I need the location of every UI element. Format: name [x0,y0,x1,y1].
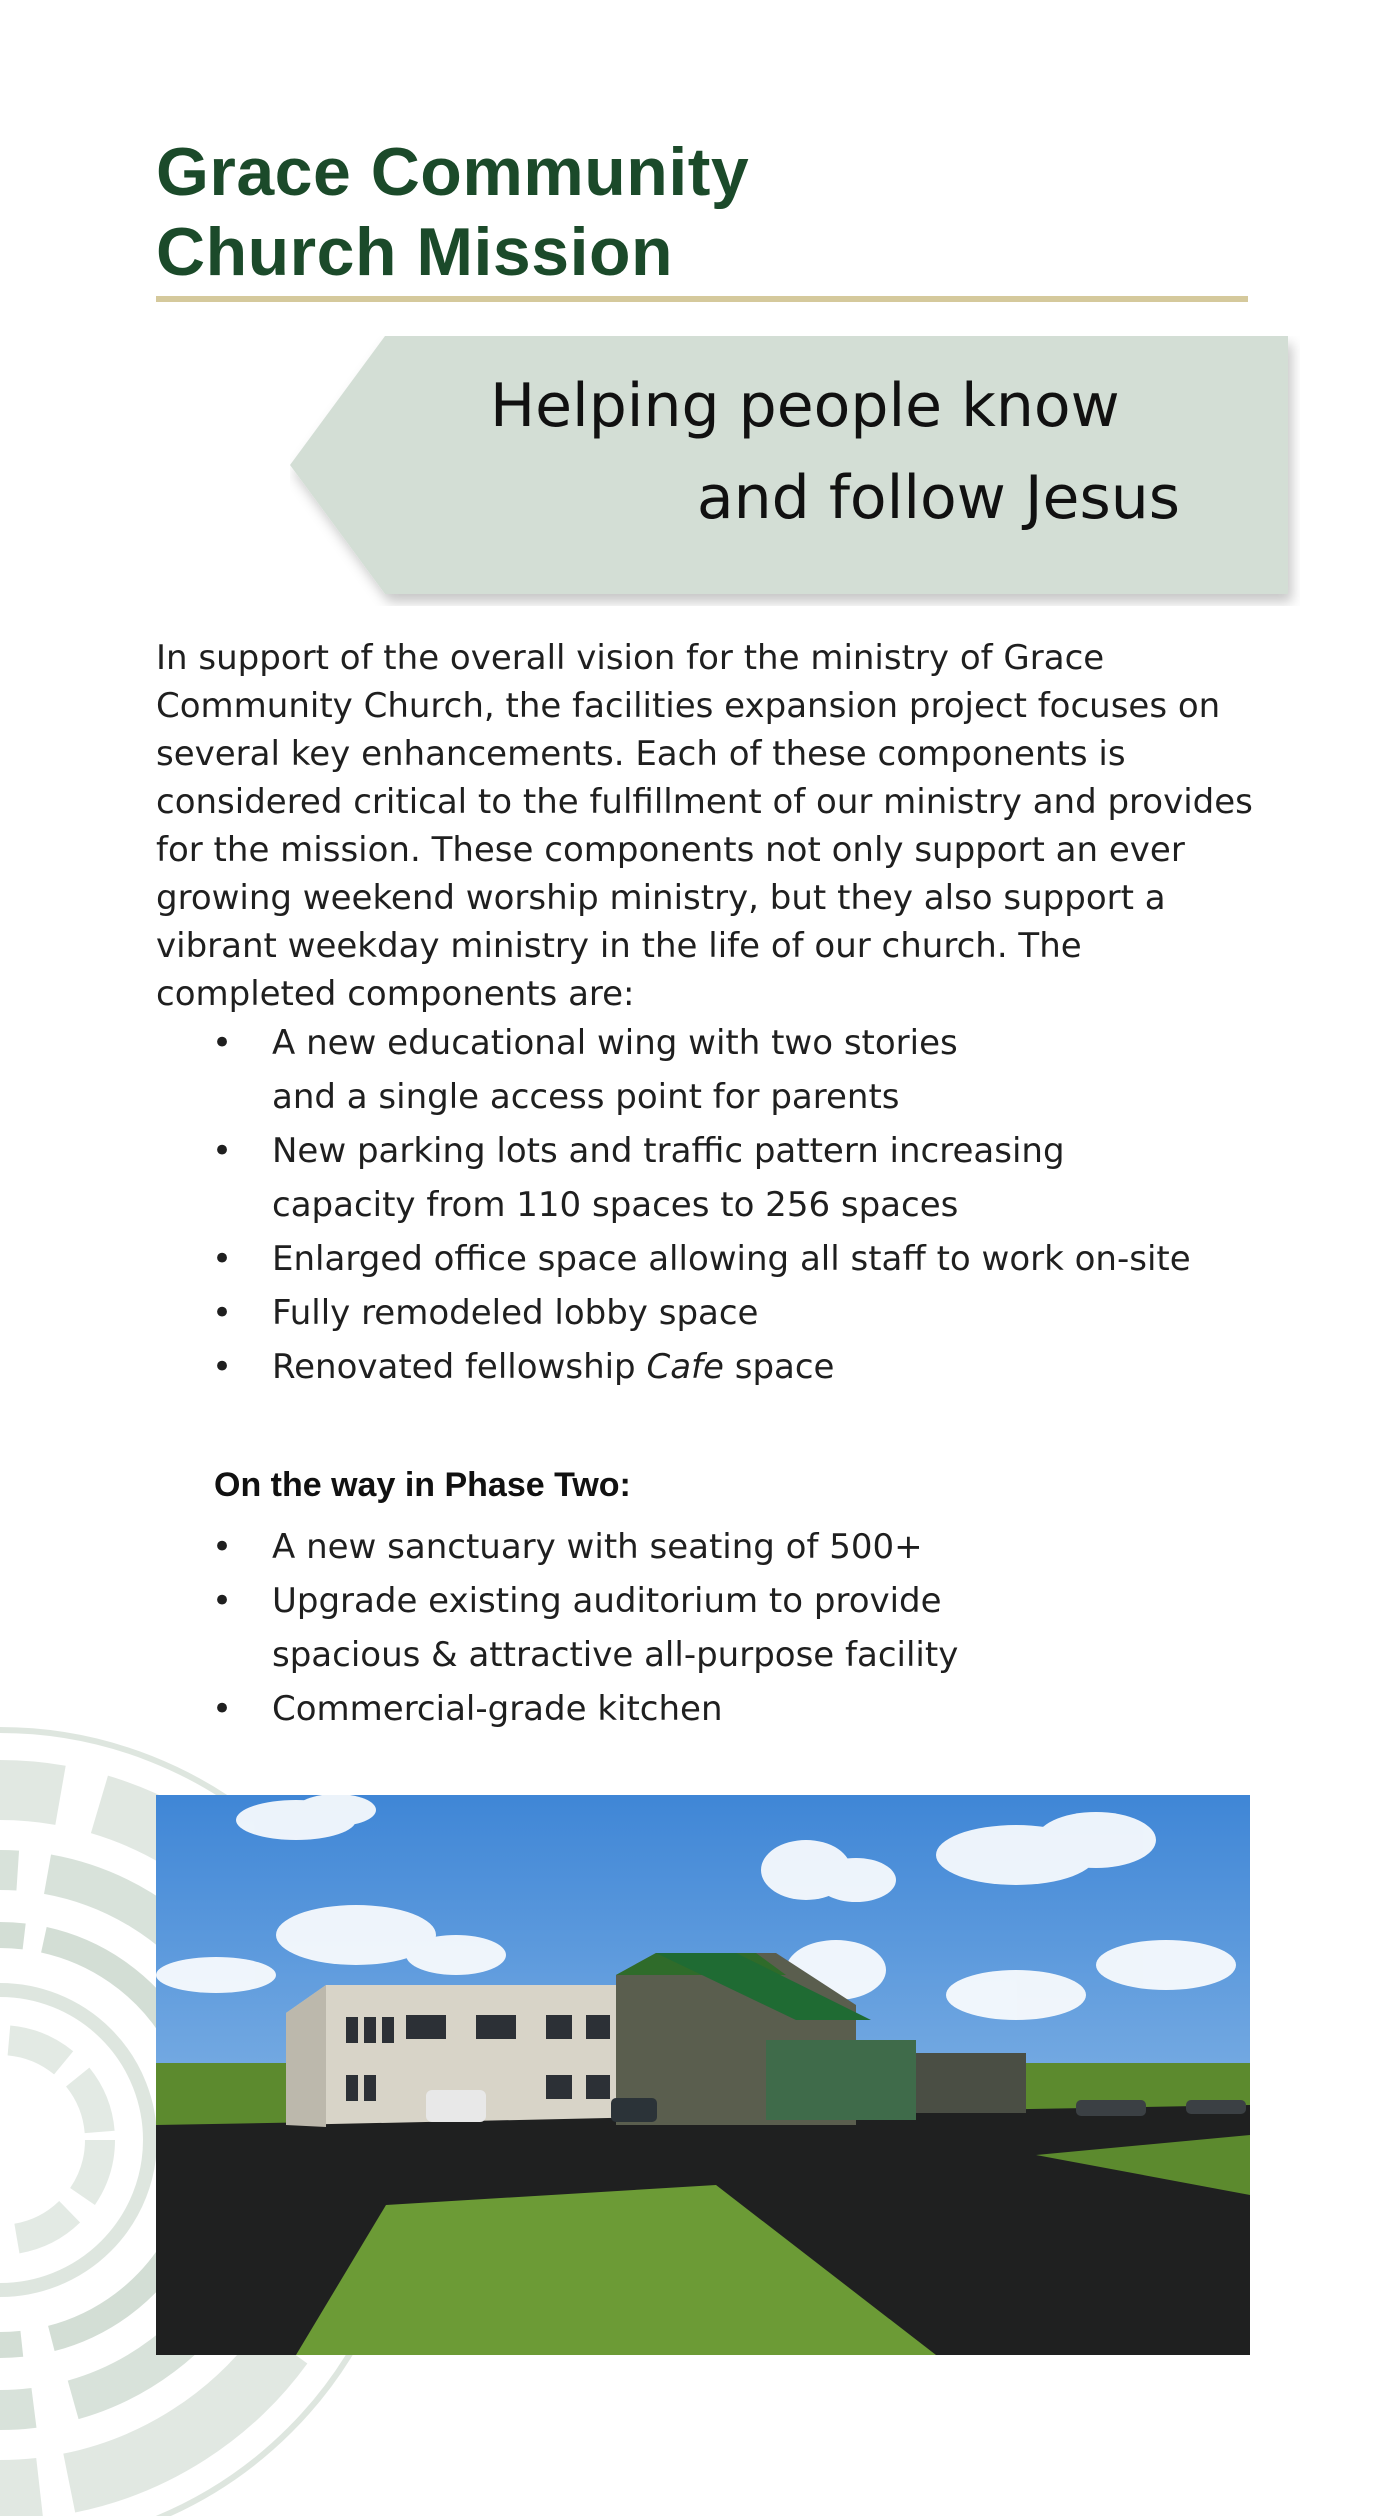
list-item: • Commercial-grade kitchen [212,1682,1262,1736]
mission-tagline [480,360,1200,544]
bullet-icon: • [212,1239,233,1279]
completed-components-list [212,1016,1262,1394]
page-title [156,132,749,292]
cafe-emphasis: Cafe [646,1347,724,1387]
bullet-icon: • [212,1689,233,1729]
list-item: • Upgrade existing auditorium to provide spacious & attractive all-purpose facility [212,1574,1262,1682]
bullet-icon: • [212,1023,233,1063]
bullet-icon: • [212,1581,233,1621]
phase-two-heading: On the way in Phase Two: [214,1466,631,1504]
bullet-icon: • [212,1131,233,1171]
tagline-line-2: and follow Jesus [696,463,1180,533]
list-item: • New parking lots and traffic pattern increasing capacity from 110 spaces to 256 spaces [212,1124,1262,1232]
list-item: • A new sanctuary with seating of 500+ [212,1520,1262,1574]
building-rendering-image [156,1795,1250,2355]
list-item: • Renovated fellowship Cafe space [212,1340,1262,1394]
bullet-icon: • [212,1527,233,1567]
title-divider [156,296,1248,302]
list-item: • Enlarged office space allowing all staff to work on-site [212,1232,1262,1286]
phase-two-list [212,1520,1262,1736]
bullet-icon: • [212,1293,233,1333]
list-item: • A new educational wing with two stories and a single access point for parents [212,1016,1262,1124]
title-line-1: Grace Community [156,134,750,210]
tagline-line-1: Helping people know [490,371,1120,441]
bullet-icon: • [212,1347,233,1387]
title-line-2: Church Mission [156,214,674,290]
intro-paragraph: In support of the overall vision for the ministry of Grace Community Church, the facilities expansion project focuses on several key enhancements. Each of these components is considered critical to the fulfillment of our ministry and provides for the mission. These components not only support an ever growing weekend worship ministry, but they also support a vibrant weekday ministry in the life of our church. The completed components are: [156,638,1253,1014]
list-item: • Fully remodeled lobby space [212,1286,1262,1340]
